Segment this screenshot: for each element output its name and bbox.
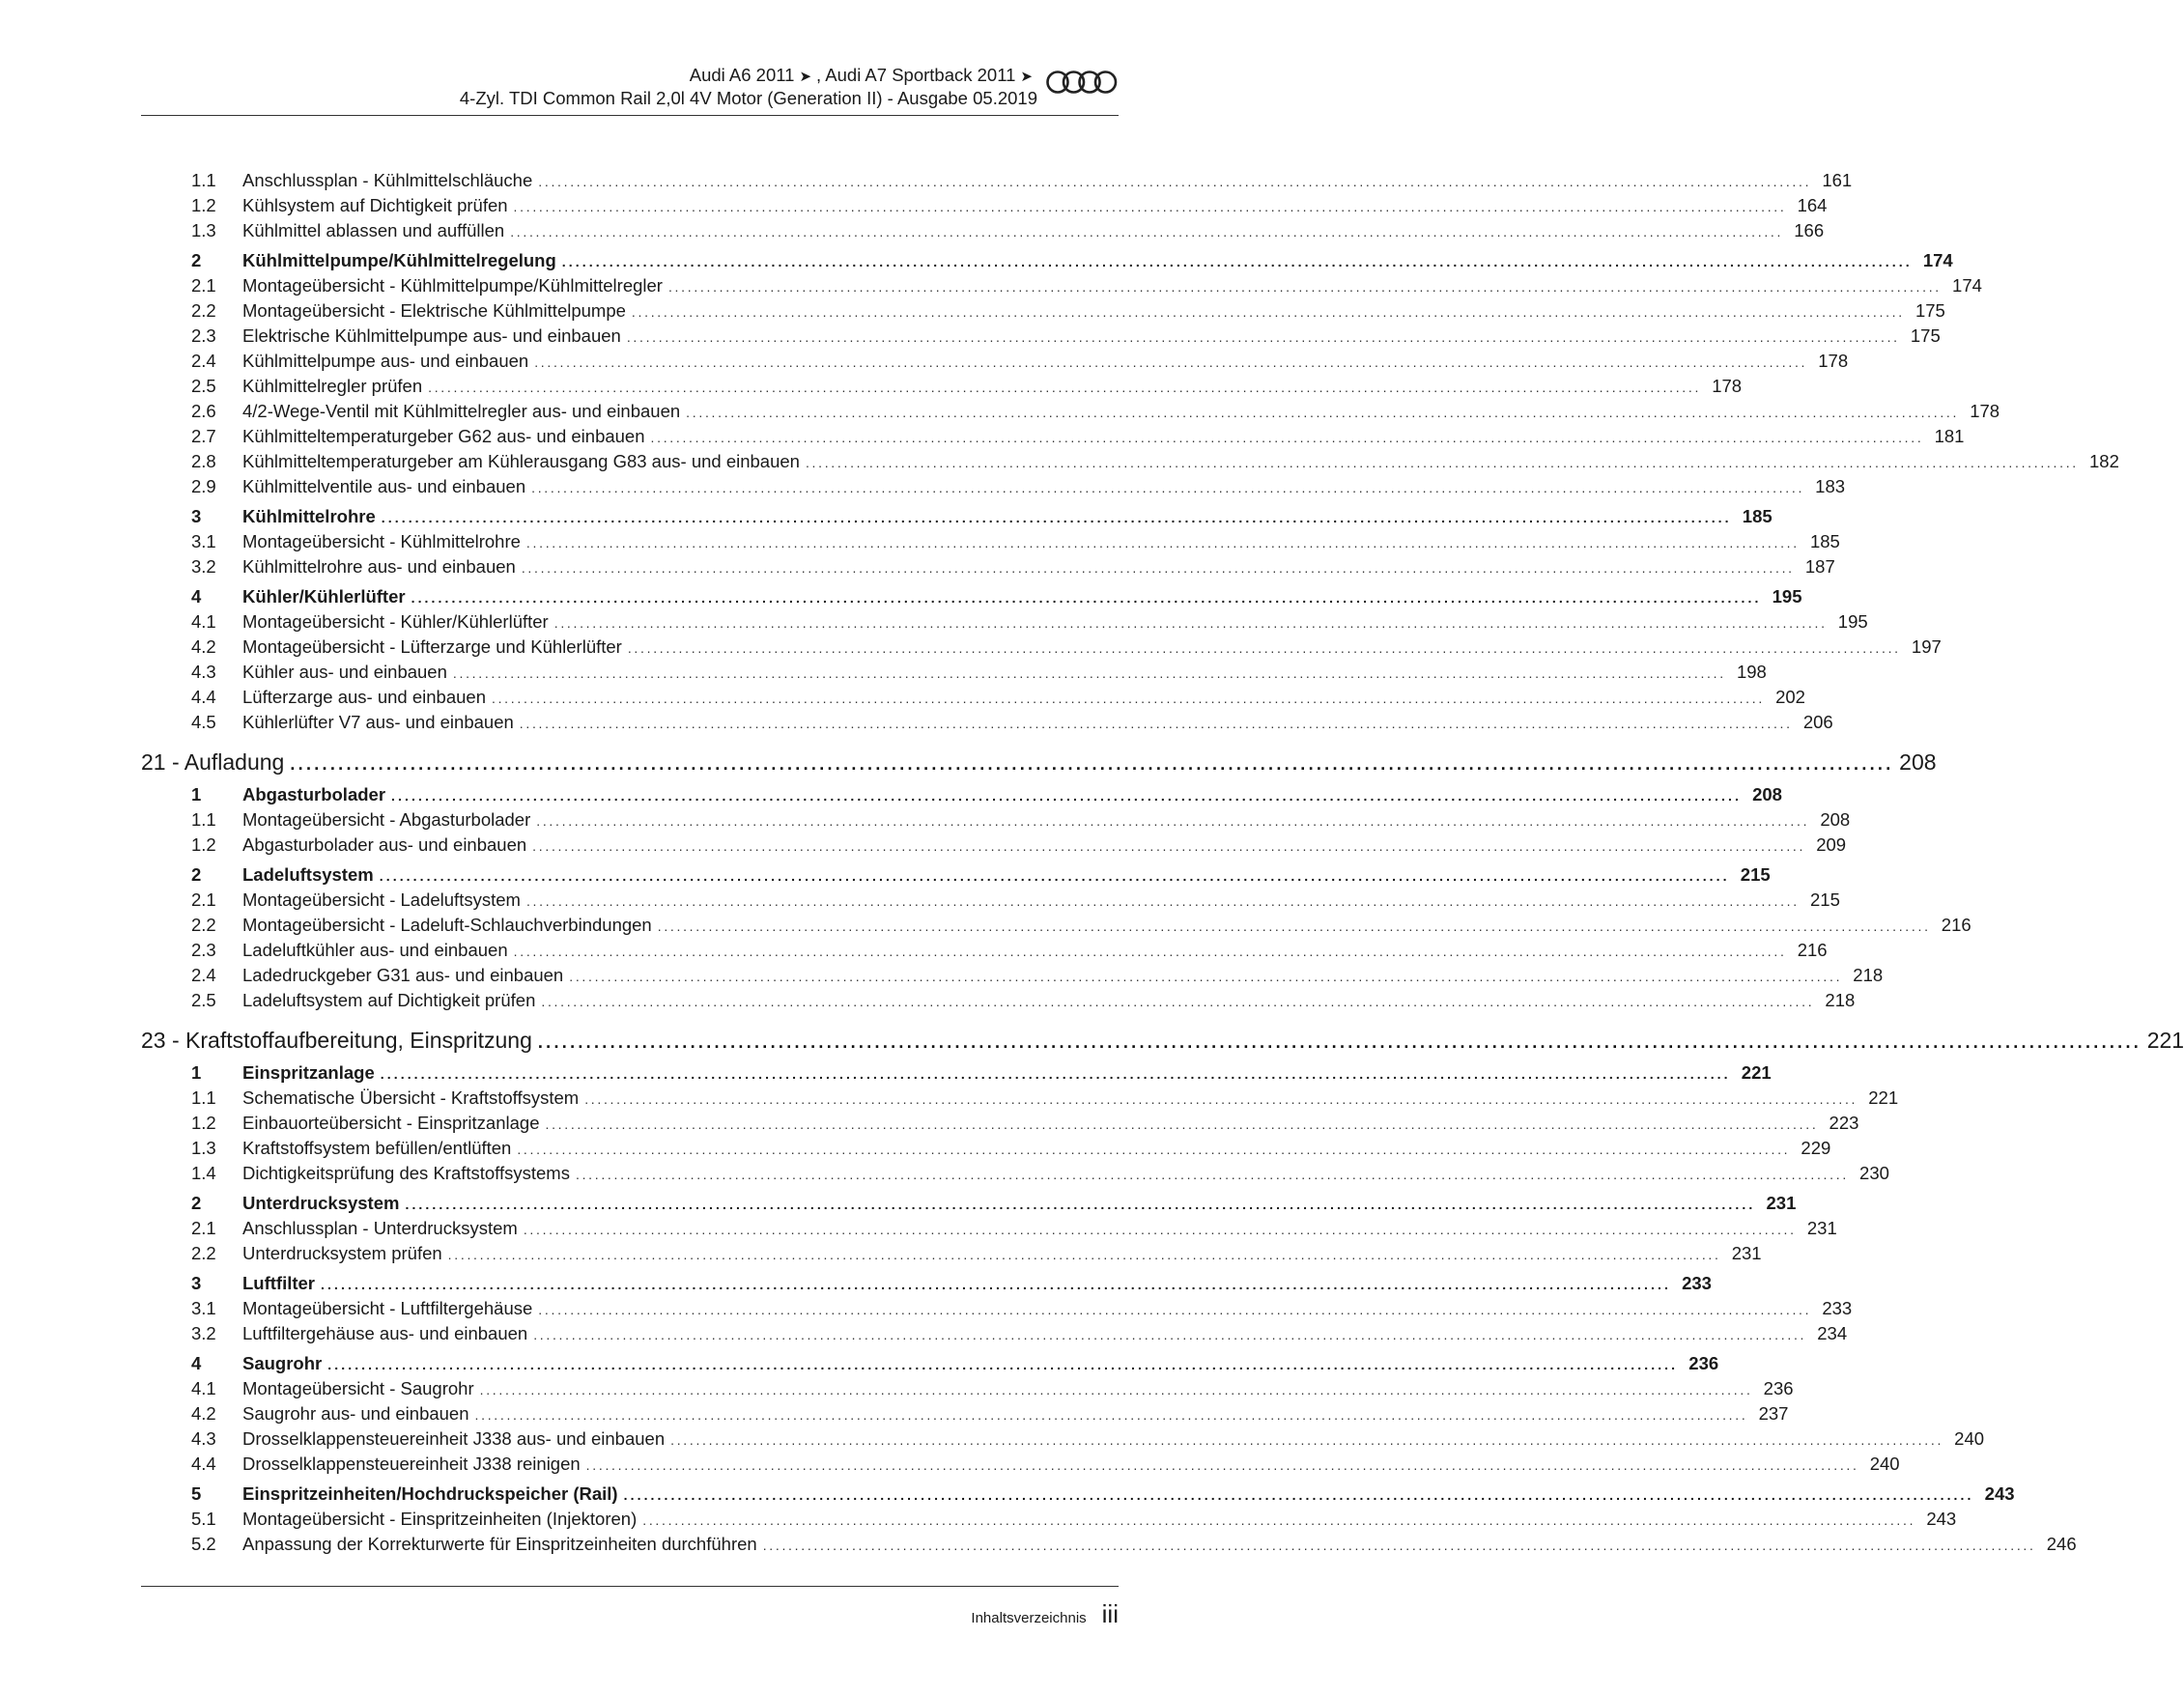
dot-leader: ........................................................................................................................................................................................................ (321, 1277, 1671, 1292)
toc-section[interactable] (141, 782, 1782, 807)
toc-title: Drosselklappensteuereinheit J338 reinigen (242, 1454, 581, 1474)
dot-leader: ........................................................................................................................................................................................................ (575, 1167, 1849, 1182)
toc-title: Kühlmittelpumpe/Kühlmittelregelung (242, 250, 556, 270)
toc-page-number: 236 (1688, 1353, 1719, 1373)
toc-title: 21 - Aufladung (141, 749, 285, 775)
toc-title: Kühlsystem auf Dichtigkeit prüfen (242, 195, 508, 215)
toc-title: Montageübersicht - Elektrische Kühlmittelpumpe (242, 300, 626, 321)
toc-number: 4.2 (191, 1403, 216, 1424)
toc-page-number: 231 (1731, 1243, 1762, 1263)
toc-page-number: 218 (1853, 965, 1884, 985)
dot-leader: ........................................................................................................................................................................................................ (569, 969, 1843, 984)
toc-title: Montageübersicht - Kühlmittelpumpe/Kühlmittelregler (242, 275, 663, 296)
toc-title: Ladeluftkühler aus- und einbauen (242, 940, 508, 960)
toc-number: 2.1 (191, 889, 216, 910)
toc-section[interactable] (141, 504, 1773, 529)
toc-entry[interactable] (141, 938, 1828, 963)
toc-entry[interactable] (141, 424, 1965, 449)
toc-page-number: 181 (1934, 426, 1965, 446)
toc-title: Anschlussplan - Kühlmittelschläuche (242, 170, 533, 190)
toc-title: Dichtigkeitsprüfung des Kraftstoffsystems (242, 1163, 570, 1183)
toc-number: 4 (191, 586, 202, 607)
toc-number: 2.5 (191, 376, 216, 396)
toc-page-number: 175 (1915, 300, 1945, 321)
toc-page-number: 223 (1829, 1113, 1859, 1133)
toc-page-number: 182 (2089, 451, 2119, 471)
toc-title: Montageübersicht - Ladeluftsystem (242, 889, 521, 910)
toc-section[interactable] (141, 1060, 1772, 1086)
toc-page-number: 197 (1911, 636, 1942, 657)
dot-leader: ........................................................................................................................................................................................................ (479, 1382, 1753, 1398)
toc-title: Kühlmittelventile aus- und einbauen (242, 476, 526, 496)
toc-entry[interactable] (141, 193, 1828, 218)
header-text (460, 64, 1037, 109)
toc-number: 3 (191, 506, 202, 526)
header-engine-line: 4-Zyl. TDI Common Rail 2,0l 4V Motor (Generation II) - Ausgabe 05.2019 (459, 88, 1037, 108)
dot-leader: ........................................................................................................................................................................................................ (521, 560, 1795, 576)
dot-leader: ........................................................................................................................................................................................................ (513, 944, 1787, 959)
toc-title: Drosselklappensteuereinheit J338 aus- und einbauen (242, 1428, 666, 1449)
toc-page-number: 195 (1837, 611, 1868, 632)
toc-entry[interactable] (141, 1452, 1900, 1477)
toc-number: 2.1 (191, 1218, 216, 1238)
toc-number: 3.2 (191, 1323, 216, 1343)
toc-number: 2.3 (191, 325, 216, 346)
dot-leader: ........................................................................................................................................................................................................ (533, 1327, 1807, 1342)
toc-title: Kühlmittelpumpe aus- und einbauen (242, 351, 529, 371)
toc-title: Einspritzanlage (242, 1062, 375, 1083)
toc-number: 3.2 (191, 556, 216, 577)
dot-leader: ........................................................................................................................................................................................................ (553, 615, 1828, 631)
toc-page-number: 221 (2146, 1028, 2184, 1053)
toc-entry[interactable] (141, 1216, 1837, 1241)
toc-number: 3.1 (191, 531, 216, 551)
toc-number: 2 (191, 250, 202, 270)
toc-title: Kühler aus- und einbauen (242, 662, 447, 682)
dot-leader: ........................................................................................................................................................................................................ (510, 224, 1784, 240)
toc-title: 23 - Kraftstoffaufbereitung, Einspritzung (141, 1028, 532, 1053)
dot-leader: ........................................................................................................................................................................................................ (538, 1302, 1812, 1317)
toc-page-number: 215 (1810, 889, 1840, 910)
toc-title: Montageübersicht - Abgasturbolader (242, 809, 531, 830)
dot-leader: ........................................................................................................................................................................................................ (534, 354, 1808, 370)
toc-entry[interactable] (141, 833, 1847, 858)
toc-page-number: 195 (1772, 586, 1802, 607)
toc-entry[interactable] (141, 807, 1851, 833)
toc-title: Kühlmittelregler prüfen (242, 376, 423, 396)
toc-title: Montageübersicht - Luftfiltergehäuse (242, 1298, 533, 1318)
toc-number: 1.2 (191, 834, 216, 855)
toc-number: 1.4 (191, 1163, 216, 1183)
toc-page-number: 185 (1742, 506, 1773, 526)
toc-page-number: 178 (1970, 401, 2000, 421)
toc-title: Ladeluftsystem auf Dichtigkeit prüfen (242, 990, 536, 1010)
toc-page-number: 231 (1806, 1218, 1837, 1238)
dot-leader: ........................................................................................................................................................................................................ (411, 590, 1762, 606)
dot-leader: ........................................................................................................................................................................................................ (686, 405, 1960, 420)
toc-entry[interactable] (141, 474, 1846, 499)
toc-title: Lüfterzarge aus- und einbauen (242, 687, 486, 707)
toc-title: Ladeluftsystem (242, 864, 374, 885)
toc-number: 2.7 (191, 426, 216, 446)
toc-title: Abgasturbolader (242, 784, 386, 805)
toc-number: 1.2 (191, 1113, 216, 1133)
toc-title: Kühlmittel ablassen und auffüllen (242, 220, 505, 240)
toc-entry[interactable] (141, 963, 1884, 988)
toc-page-number: 218 (1825, 990, 1856, 1010)
toc-entry[interactable] (141, 1241, 1762, 1266)
header-model-a7: , Audi A7 Sportback 2011 (816, 65, 1016, 85)
page-header (141, 64, 1119, 122)
toc-entry[interactable] (141, 1086, 1899, 1111)
dot-leader: ........................................................................................................................................................................................................ (538, 174, 1812, 189)
toc-page-number: 231 (1766, 1193, 1797, 1213)
dot-leader: ........................................................................................................................................................................................................ (327, 1357, 1679, 1372)
dot-leader: ........................................................................................................................................................................................................ (585, 1457, 1859, 1473)
toc-number: 2.4 (191, 351, 216, 371)
toc-number: 2.9 (191, 476, 216, 496)
toc-number: 2 (191, 1193, 202, 1213)
dot-leader: ........................................................................................................................................................................................................ (762, 1538, 2036, 1553)
toc-number: 5 (191, 1483, 202, 1504)
toc-title: Schematische Übersicht - Kraftstoffsystem (242, 1087, 580, 1108)
toc-section[interactable] (141, 1351, 1719, 1376)
dot-leader: ........................................................................................................................................................................................................ (532, 838, 1806, 854)
header-vehicle-line (460, 64, 1037, 88)
toc-page-number: 229 (1801, 1138, 1831, 1158)
dot-leader: ........................................................................................................................................................................................................ (642, 1512, 1916, 1528)
toc-page-number: 233 (1822, 1298, 1853, 1318)
toc-entry[interactable] (141, 1376, 1794, 1401)
toc-entry[interactable] (141, 1532, 2077, 1557)
toc-entry[interactable] (141, 1321, 1848, 1346)
toc-title: Luftfilter (242, 1273, 316, 1293)
toc-page-number: 208 (1899, 749, 1937, 775)
toc-page-number: 209 (1816, 834, 1847, 855)
toc-number: 2 (191, 864, 202, 885)
toc-title: Unterdrucksystem (242, 1193, 400, 1213)
toc-number: 2.4 (191, 965, 216, 985)
dot-leader: ........................................................................................................................................................................................................ (391, 788, 1742, 804)
dot-leader: ........................................................................................................................................................................................................ (670, 1432, 1944, 1448)
toc-entry[interactable] (141, 529, 1840, 554)
toc-entry[interactable] (141, 1111, 1859, 1136)
toc-page-number: 240 (1869, 1454, 1900, 1474)
toc-page-number: 187 (1804, 556, 1835, 577)
dot-leader: ........................................................................................................................................................................................................ (380, 1066, 1731, 1082)
toc-number: 2.3 (191, 940, 216, 960)
toc-number: 1.2 (191, 195, 216, 215)
toc-number: 4.4 (191, 1454, 216, 1474)
toc-title: Kühlerlüfter V7 aus- und einbauen (242, 712, 514, 732)
dot-leader: ........................................................................................................................................................................................................ (650, 430, 1924, 445)
toc-page-number: 236 (1763, 1378, 1794, 1398)
toc-number: 1.1 (191, 809, 216, 830)
toc-page-number: 240 (1954, 1428, 1985, 1449)
dot-leader: ........................................................................................................................................................................................................ (513, 199, 1787, 214)
dot-leader: ........................................................................................................................................................................................................ (474, 1407, 1748, 1423)
toc-page-number: 216 (1797, 940, 1828, 960)
toc-number: 3 (191, 1273, 202, 1293)
dot-leader: ........................................................................................................................................................................................................ (537, 1032, 2142, 1052)
toc-entry[interactable] (141, 660, 1767, 685)
toc-title: Elektrische Kühlmittelpumpe aus- und einbauen (242, 325, 621, 346)
toc-page-number: 215 (1740, 864, 1771, 885)
toc-page-number: 185 (1809, 531, 1840, 551)
toc-chapter[interactable] (141, 1025, 2184, 1056)
toc-page-number: 234 (1817, 1323, 1848, 1343)
toc-number: 4.1 (191, 611, 216, 632)
toc-number: 3.1 (191, 1298, 216, 1318)
toc-number: 2.2 (191, 915, 216, 935)
toc-number: 4.5 (191, 712, 216, 732)
toc-entry[interactable] (141, 609, 1868, 635)
toc-number: 4.4 (191, 687, 216, 707)
dot-leader: ........................................................................................................................................................................................................ (623, 1487, 1974, 1503)
toc-number: 4.2 (191, 636, 216, 657)
toc-entry[interactable] (141, 374, 1743, 399)
toc-page-number: 202 (1775, 687, 1805, 707)
toc-entry[interactable] (141, 888, 1840, 913)
arrow-right-icon: ➤ (1020, 69, 1033, 85)
toc-page-number: 208 (1752, 784, 1782, 805)
toc-section[interactable] (141, 1191, 1797, 1216)
toc-title: Montageübersicht - Lüfterzarge und Kühlerlüfter (242, 636, 622, 657)
header-model-a6: Audi A6 2011 (689, 65, 795, 85)
table-of-contents (141, 168, 2184, 1557)
toc-title: Saugrohr (242, 1353, 323, 1373)
footer-divider (141, 1586, 1119, 1587)
footer-label: Inhaltsverzeichnis (971, 1610, 1087, 1626)
toc-number: 4.3 (191, 1428, 216, 1449)
dot-leader: ........................................................................................................................................................................................................ (584, 1091, 1858, 1107)
toc-page-number: 164 (1797, 195, 1828, 215)
toc-page-number: 208 (1820, 809, 1851, 830)
toc-section[interactable] (141, 862, 1771, 888)
toc-title: Montageübersicht - Einspritzeinheiten (Injektoren) (242, 1509, 638, 1529)
toc-title: Kühlmitteltemperaturgeber am Kühlerausgang G83 aus- und einbauen (242, 451, 800, 471)
dot-leader: ........................................................................................................................................................................................................ (405, 1197, 1756, 1212)
toc-title: Unterdrucksystem prüfen (242, 1243, 442, 1263)
toc-title: Saugrohr aus- und einbauen (242, 1403, 469, 1424)
toc-section[interactable] (141, 1271, 1712, 1296)
toc-number: 2.5 (191, 990, 216, 1010)
toc-title: Montageübersicht - Kühler/Kühlerlüfter (242, 611, 549, 632)
toc-page-number: 243 (1984, 1483, 2015, 1504)
toc-section[interactable] (141, 248, 1953, 273)
toc-page-number: 166 (1794, 220, 1825, 240)
dot-leader: ........................................................................................................................................................................................................ (631, 304, 1905, 320)
toc-entry[interactable] (141, 988, 1856, 1013)
toc-entry[interactable] (141, 635, 1942, 660)
audi-rings-logo (1045, 70, 1119, 95)
dot-leader: ........................................................................................................................................................................................................ (561, 254, 1913, 269)
toc-entry[interactable] (141, 349, 1849, 374)
dot-leader: ........................................................................................................................................................................................................ (492, 691, 1765, 706)
dot-leader: ........................................................................................................................................................................................................ (519, 716, 1793, 731)
toc-entry[interactable] (141, 449, 2119, 474)
toc-entry[interactable] (141, 685, 1805, 710)
toc-number: 1.1 (191, 1087, 216, 1108)
toc-page-number: 216 (1941, 915, 1971, 935)
toc-entry[interactable] (141, 399, 2000, 424)
toc-title: Kühlmittelrohre aus- und einbauen (242, 556, 516, 577)
toc-title: Abgasturbolader aus- und einbauen (242, 834, 527, 855)
toc-title: Montageübersicht - Ladeluft-Schlauchverbindungen (242, 915, 652, 935)
dot-leader: ........................................................................................................................................................................................................ (667, 279, 1942, 295)
toc-title: Kühler/Kühlerlüfter (242, 586, 406, 607)
dot-leader: ........................................................................................................................................................................................................ (805, 455, 2079, 470)
toc-title: Einbauorteübersicht - Einspritzanlage (242, 1113, 540, 1133)
toc-page-number: 178 (1712, 376, 1743, 396)
toc-page-number: 174 (1952, 275, 1982, 296)
toc-entry[interactable] (141, 218, 1825, 243)
toc-number: 4.3 (191, 662, 216, 682)
toc-page-number: 174 (1922, 250, 1953, 270)
toc-section[interactable] (141, 1482, 2015, 1507)
toc-title: Einspritzeinheiten/Hochdruckspeicher (Rail) (242, 1483, 618, 1504)
toc-number: 2.2 (191, 300, 216, 321)
toc-entry[interactable] (141, 1161, 1889, 1186)
dot-leader: ........................................................................................................................................................................................................ (531, 480, 1805, 495)
toc-entry[interactable] (141, 1401, 1789, 1426)
toc-number: 1.3 (191, 1138, 216, 1158)
toc-page-number: 198 (1736, 662, 1767, 682)
toc-number: 1.3 (191, 220, 216, 240)
dot-leader: ........................................................................................................................................................................................................ (541, 994, 1815, 1009)
toc-entry[interactable] (141, 168, 1853, 193)
toc-number: 2.8 (191, 451, 216, 471)
toc-chapter[interactable] (141, 747, 1937, 777)
toc-entry[interactable] (141, 1507, 1957, 1532)
dot-leader: ........................................................................................................................................................................................................ (536, 813, 1810, 829)
dot-leader: ........................................................................................................................................................................................................ (523, 1222, 1797, 1237)
toc-page-number: 161 (1822, 170, 1853, 190)
dot-leader: ........................................................................................................................................................................................................ (379, 868, 1730, 884)
toc-number: 1.1 (191, 170, 216, 190)
toc-page-number: 175 (1910, 325, 1941, 346)
toc-title: Anpassung der Korrekturwerte für Einspritzeinheiten durchführen (242, 1534, 757, 1554)
arrow-right-icon: ➤ (799, 69, 812, 85)
toc-title: Montageübersicht - Saugrohr (242, 1378, 474, 1398)
toc-number: 1 (191, 784, 202, 805)
toc-title: Ladedruckgeber G31 aus- und einbauen (242, 965, 564, 985)
dot-leader: ........................................................................................................................................................................................................ (627, 640, 1901, 656)
toc-page-number: 246 (2046, 1534, 2077, 1554)
toc-entry[interactable] (141, 1296, 1853, 1321)
toc-number: 5.1 (191, 1509, 216, 1529)
toc-title: 4/2-Wege-Ventil mit Kühlmittelregler aus- und einbauen (242, 401, 681, 421)
toc-page-number: 237 (1758, 1403, 1789, 1424)
toc-page-number: 221 (1868, 1087, 1899, 1108)
toc-page-number: 243 (1926, 1509, 1957, 1529)
toc-entry[interactable] (141, 913, 1971, 938)
toc-title: Luftfiltergehäuse aus- und einbauen (242, 1323, 528, 1343)
dot-leader: ........................................................................................................................................................................................................ (626, 329, 1900, 345)
toc-page-number: 233 (1682, 1273, 1712, 1293)
toc-number: 5.2 (191, 1534, 216, 1554)
page-footer (971, 1599, 1119, 1629)
toc-section[interactable] (141, 584, 1802, 609)
toc-number: 2.6 (191, 401, 216, 421)
dot-leader: ........................................................................................................................................................................................................ (657, 918, 1931, 934)
toc-number: 1 (191, 1062, 202, 1083)
toc-number: 4 (191, 1353, 202, 1373)
dot-leader: ........................................................................................................................................................................................................ (545, 1116, 1819, 1132)
toc-title: Anschlussplan - Unterdrucksystem (242, 1218, 518, 1238)
toc-entry[interactable] (141, 298, 1945, 324)
toc-entry[interactable] (141, 324, 1941, 349)
toc-entry[interactable] (141, 1426, 1985, 1452)
toc-title: Kühlmittelrohre (242, 506, 376, 526)
dot-leader: ........................................................................................................................................................................................................ (525, 893, 1800, 909)
toc-page-number: 183 (1815, 476, 1846, 496)
toc-entry[interactable] (141, 1136, 1831, 1161)
dot-leader: ........................................................................................................................................................................................................ (447, 1247, 1721, 1262)
toc-title: Kühlmitteltemperaturgeber G62 aus- und einbauen (242, 426, 645, 446)
toc-title: Montageübersicht - Kühlmittelrohre (242, 531, 521, 551)
toc-entry[interactable] (141, 273, 1982, 298)
dot-leader: ........................................................................................................................................................................................................ (428, 380, 1702, 395)
toc-number: 2.1 (191, 275, 216, 296)
toc-page-number: 178 (1818, 351, 1849, 371)
toc-number: 4.1 (191, 1378, 216, 1398)
toc-page-number: 230 (1859, 1163, 1889, 1183)
dot-leader: ........................................................................................................................................................................................................ (517, 1142, 1791, 1157)
dot-leader: ........................................................................................................................................................................................................ (290, 754, 1894, 774)
toc-entry[interactable] (141, 710, 1833, 735)
dot-leader: ........................................................................................................................................................................................................ (381, 510, 1732, 525)
footer-page-number: iii (1101, 1599, 1119, 1628)
toc-entry[interactable] (141, 554, 1835, 579)
toc-page-number: 206 (1802, 712, 1833, 732)
toc-page-number: 221 (1741, 1062, 1772, 1083)
header-divider (141, 115, 1119, 116)
toc-number: 2.2 (191, 1243, 216, 1263)
toc-title: Kraftstoffsystem befüllen/entlüften (242, 1138, 512, 1158)
dot-leader: ........................................................................................................................................................................................................ (525, 535, 1800, 551)
dot-leader: ........................................................................................................................................................................................................ (452, 665, 1726, 681)
